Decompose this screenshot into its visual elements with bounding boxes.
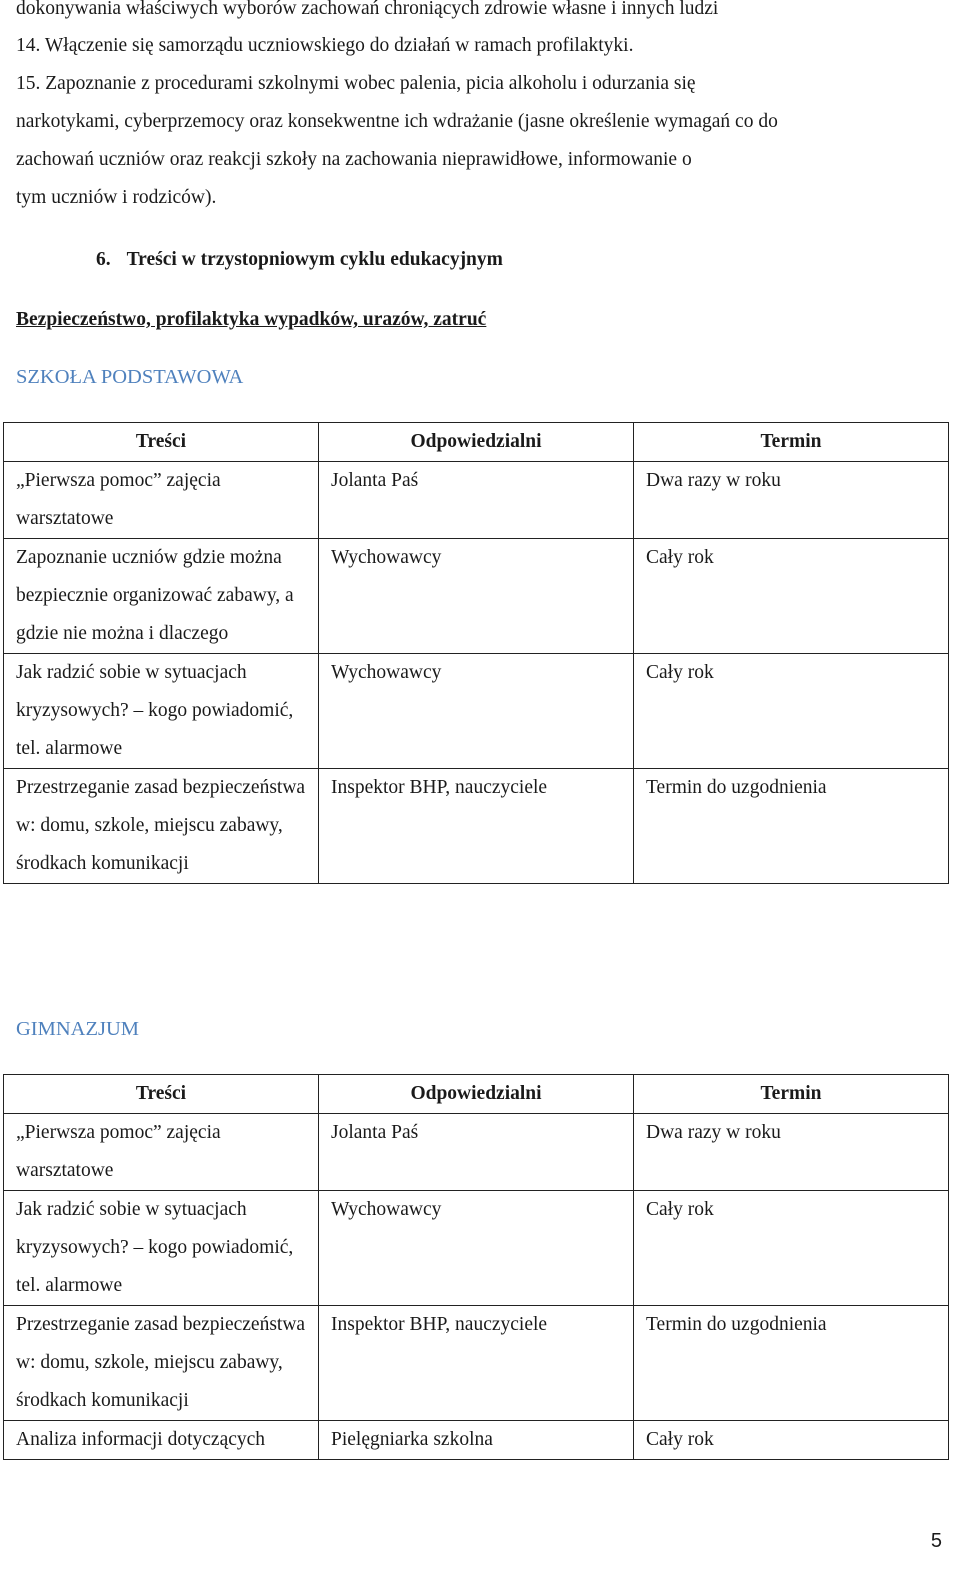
table-cell: Termin do uzgodnienia: [634, 769, 949, 884]
table-cell: Wychowawcy: [319, 1191, 634, 1306]
table-cell: Termin do uzgodnienia: [634, 1306, 949, 1421]
table-cell: Cały rok: [634, 1421, 949, 1460]
table-cell: Pielęgniarka szkolna: [319, 1421, 634, 1460]
table-title-middle-school: GIMNAZJUM: [16, 1018, 139, 1040]
table-cell: Przestrzeganie zasad bezpieczeństwa w: domu, szkole, miejscu zabawy, środkach komunikacji: [4, 769, 319, 884]
table-middle-school: [3, 1074, 949, 1460]
table-cell: Jolanta Paś: [319, 1114, 634, 1191]
header-cell: Odpowiedzialni: [319, 423, 634, 462]
table-row: [4, 1114, 949, 1191]
table-cell: Jak radzić sobie w sytuacjach kryzysowych? – kogo powiadomić, tel. alarmowe: [4, 1191, 319, 1306]
intro-line: tym uczniów i rodziców).: [16, 187, 217, 208]
intro-line: zachowań uczniów oraz reakcji szkoły na zachowania nieprawidłowe, informowanie o: [16, 149, 692, 170]
table-cell: Inspektor BHP, nauczyciele: [319, 1306, 634, 1421]
table-cell: Dwa razy w roku: [634, 1114, 949, 1191]
page-number: 5: [930, 1530, 942, 1552]
table-cell: Dwa razy w roku: [634, 462, 949, 539]
table-cell: Jolanta Paś: [319, 462, 634, 539]
section-heading: [96, 241, 503, 279]
subheading: Bezpieczeństwo, profilaktyka wypadków, urazów, zatruć: [16, 309, 487, 330]
table-cell: Wychowawcy: [319, 654, 634, 769]
section-number: 6.: [96, 249, 111, 270]
intro-line: narkotykami, cyberprzemocy oraz konsekwentne ich wdrażanie (jasne określenie wymagań co do: [16, 111, 778, 132]
table-cell: Cały rok: [634, 1191, 949, 1306]
intro-line: 15. Zapoznanie z procedurami szkolnymi wobec palenia, picia alkoholu i odurzania się: [16, 73, 696, 94]
table-header-row: [4, 423, 949, 462]
table-cell: Zapoznanie uczniów gdzie można bezpiecznie organizować zabawy, a gdzie nie można i dlaczego: [4, 539, 319, 654]
table-cell: Inspektor BHP, nauczyciele: [319, 769, 634, 884]
table-title-primary-school: SZKOŁA PODSTAWOWA: [16, 366, 244, 388]
table-row: [4, 654, 949, 769]
table-row: [4, 769, 949, 884]
table-cell: „Pierwsza pomoc” zajęcia warsztatowe: [4, 462, 319, 539]
table-cell: Analiza informacji dotyczących: [4, 1421, 319, 1460]
header-cell: Termin: [634, 1075, 949, 1114]
intro-line: dokonywania właściwych wyborów zachowań chroniących zdrowie własne i innych ludzi: [16, 0, 719, 19]
table-primary-school: [3, 422, 949, 884]
table-cell: „Pierwsza pomoc” zajęcia warsztatowe: [4, 1114, 319, 1191]
intro-line: 14. Włączenie się samorządu uczniowskiego do działań w ramach profilaktyki.: [16, 35, 634, 56]
header-cell: Treści: [4, 423, 319, 462]
table-row: [4, 1421, 949, 1460]
table-row: [4, 462, 949, 539]
table-row: [4, 1306, 949, 1421]
table-row: [4, 1191, 949, 1306]
table-cell: Cały rok: [634, 654, 949, 769]
table-header-row: [4, 1075, 949, 1114]
table-cell: Przestrzeganie zasad bezpieczeństwa w: domu, szkole, miejscu zabawy, środkach komunikacji: [4, 1306, 319, 1421]
table-row: [4, 539, 949, 654]
table-cell: Wychowawcy: [319, 539, 634, 654]
table-cell: Cały rok: [634, 539, 949, 654]
table-cell: Jak radzić sobie w sytuacjach kryzysowych? – kogo powiadomić, tel. alarmowe: [4, 654, 319, 769]
header-cell: Odpowiedzialni: [319, 1075, 634, 1114]
header-cell: Termin: [634, 423, 949, 462]
header-cell: Treści: [4, 1075, 319, 1114]
section-title: Treści w trzystopniowym cyklu edukacyjnym: [126, 249, 503, 270]
